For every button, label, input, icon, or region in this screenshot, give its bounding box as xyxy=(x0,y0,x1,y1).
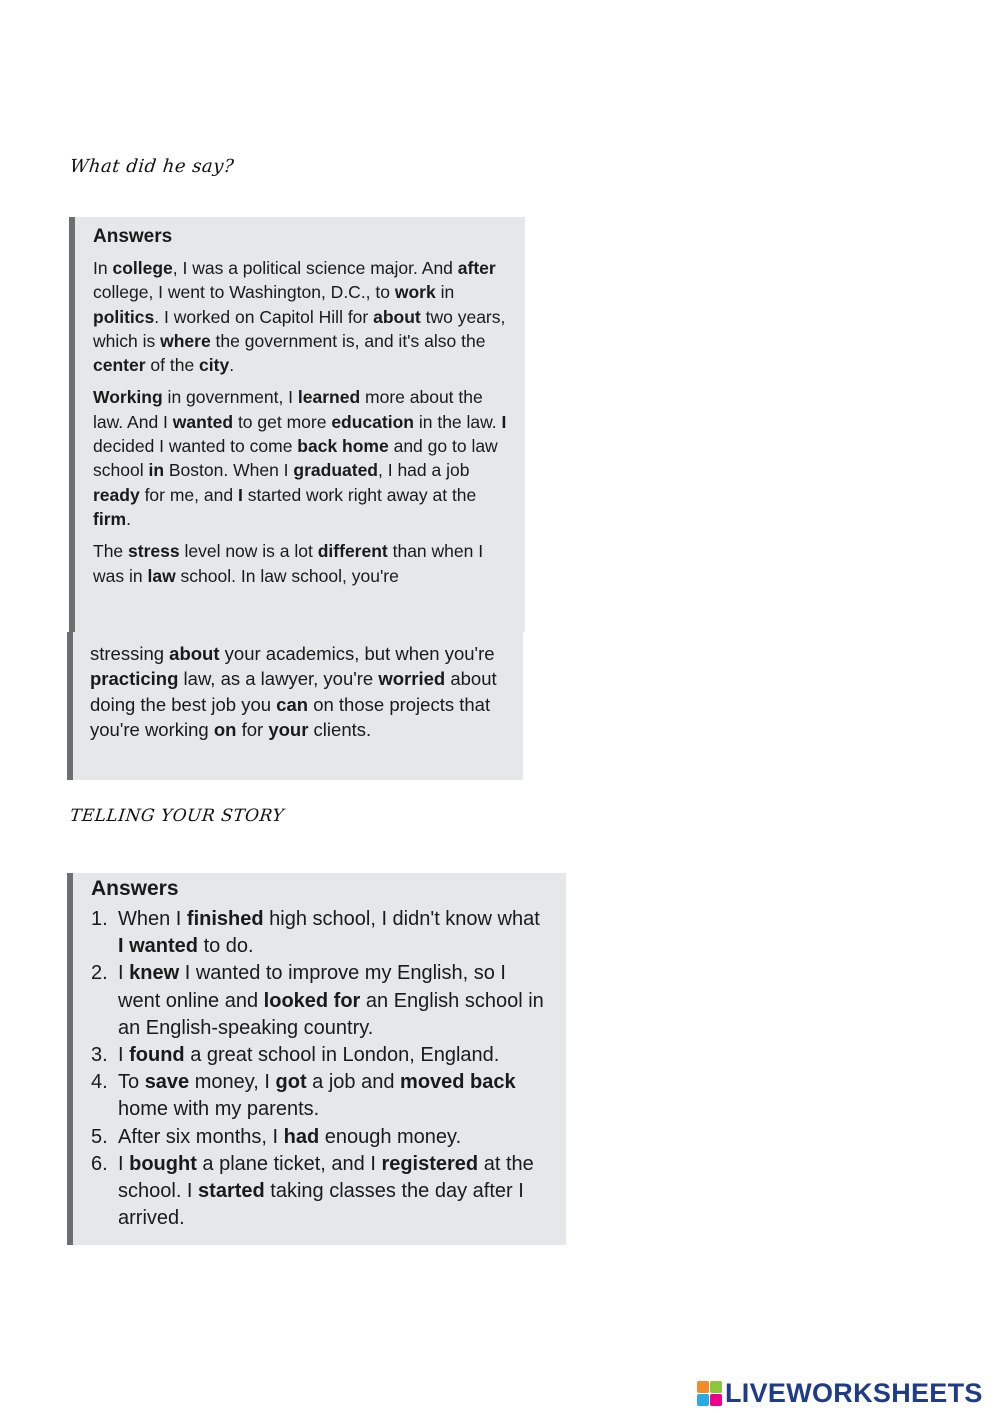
answer-text: than when I was in xyxy=(93,541,484,586)
answer-text: clients. xyxy=(308,719,372,741)
answer-word: ready xyxy=(93,484,140,505)
answer-text: decided I wanted to come xyxy=(93,436,298,457)
answer-word: finished xyxy=(186,908,264,930)
answer-text: on those projects that you're working xyxy=(90,693,491,741)
answer-number: 4. xyxy=(91,1071,108,1094)
answer-text: started work right away at the xyxy=(242,484,477,505)
answer-text: taking classes the day after I arrived. xyxy=(118,1180,524,1230)
answer-text: level now is a lot xyxy=(179,541,318,562)
answer-text: your academics, but when you're xyxy=(219,643,495,664)
answer-word: save xyxy=(144,1071,190,1094)
answer-text: enough money. xyxy=(319,1125,462,1148)
answer-text: . xyxy=(126,508,131,529)
answer-word: in xyxy=(148,460,165,481)
liveworksheets-logo xyxy=(697,1378,983,1408)
answer-text: in government, I xyxy=(162,387,298,408)
answers-box-1-continued xyxy=(67,632,523,780)
section-heading-telling-your-story: TELLING YOUR STORY xyxy=(68,806,286,826)
answer-number: 2. xyxy=(91,962,108,985)
answers-box-1 xyxy=(69,217,525,632)
answer-text: in the law. xyxy=(413,411,502,432)
answer-text: I xyxy=(118,1152,130,1175)
answer-text: more about the law. And I xyxy=(93,387,483,432)
answer-word: law xyxy=(147,565,176,586)
answer-text: stressing xyxy=(90,643,170,664)
answer-text: an English school in an English-speaking country. xyxy=(118,989,544,1039)
answer-text: . xyxy=(229,355,235,376)
liveworksheets-logo-icon xyxy=(697,1381,722,1406)
answer-text: After six months, I xyxy=(118,1125,284,1148)
section-heading-what-did-he-say: What did he say? xyxy=(68,156,236,177)
answer-text: and go to law school xyxy=(93,436,498,481)
answer-word: where xyxy=(160,330,211,351)
answer-word: worried xyxy=(378,668,446,690)
answer-paragraph xyxy=(93,256,509,377)
answer-text: of the xyxy=(145,355,200,376)
answer-word: work xyxy=(394,282,436,303)
answer-item xyxy=(91,906,548,960)
answer-text: a job and xyxy=(306,1071,401,1094)
answer-number: 6. xyxy=(91,1152,108,1175)
answer-word: back home xyxy=(297,436,389,457)
answer-text: in xyxy=(435,282,455,303)
answer-text: The xyxy=(93,541,129,562)
answer-text: home with my parents. xyxy=(118,1098,320,1121)
answer-word: practicing xyxy=(90,668,179,690)
answer-word: learned xyxy=(297,387,361,408)
answer-word: about xyxy=(373,306,421,327)
answer-text: a great school in London, England. xyxy=(184,1044,500,1067)
answer-word: stress xyxy=(128,541,180,562)
answer-text: Boston. When I xyxy=(164,460,294,481)
answer-word: Working xyxy=(93,387,163,408)
answer-text: , I had a job xyxy=(378,460,470,481)
answer-text: high school, I didn't know what xyxy=(263,908,540,930)
answer-text: the government is, and it's also the xyxy=(210,330,486,351)
answer-text: at the school. I xyxy=(118,1152,534,1203)
answer-item xyxy=(91,1069,548,1123)
answer-word: your xyxy=(268,719,309,741)
answer-word: I wanted xyxy=(118,935,199,958)
answers-title: Answers xyxy=(91,877,179,900)
answer-text: to do. xyxy=(198,935,254,958)
answer-word: after xyxy=(457,258,496,278)
answer-text: two years, which is xyxy=(93,306,506,351)
answer-item xyxy=(91,1124,548,1151)
liveworksheets-brand: LIVEWORKSHEETS xyxy=(725,1377,983,1408)
answer-word: politics xyxy=(93,306,155,327)
answer-text: college, I went to Washington, D.C., to xyxy=(93,282,395,303)
answer-text: To xyxy=(118,1071,145,1094)
answer-text: for xyxy=(236,719,269,741)
answer-word: found xyxy=(129,1044,185,1067)
answer-word: had xyxy=(283,1125,320,1148)
answer-word: registered xyxy=(381,1152,479,1175)
answer-text: for me, and xyxy=(139,484,238,505)
answer-text: When I xyxy=(118,908,187,930)
answer-text: about doing the best job you xyxy=(90,668,497,715)
answer-word: education xyxy=(331,411,414,432)
answer-paragraph xyxy=(93,385,509,531)
answer-paragraph xyxy=(90,641,507,743)
answer-word: wanted xyxy=(172,411,234,432)
answer-word: graduated xyxy=(293,460,378,481)
answer-text: a plane ticket, and I xyxy=(196,1152,382,1175)
answer-text: money, I xyxy=(189,1071,276,1094)
answer-word: can xyxy=(276,693,309,715)
answer-text: , I was a political science major. And xyxy=(172,258,458,278)
answer-text: I wanted to improve my English, so I went online and xyxy=(118,962,506,1012)
answers-title: Answers xyxy=(93,226,173,247)
answer-word: moved back xyxy=(400,1071,516,1094)
answer-text: . I worked on Capitol Hill for xyxy=(154,306,374,327)
answer-number: 3. xyxy=(91,1044,108,1067)
answer-text: school. In law school, you're xyxy=(175,565,399,586)
answer-word: bought xyxy=(129,1152,197,1175)
answer-item xyxy=(91,1151,548,1233)
answer-word: looked for xyxy=(263,989,361,1012)
answer-word: city xyxy=(199,355,230,376)
answer-text: I xyxy=(118,1044,130,1067)
answer-text: to get more xyxy=(233,411,332,432)
answer-word: got xyxy=(275,1071,307,1094)
answer-word: about xyxy=(169,643,220,664)
answer-word: different xyxy=(317,541,388,562)
answer-word: firm xyxy=(93,508,127,529)
answers-list xyxy=(91,906,548,1232)
answer-text: In xyxy=(93,258,113,278)
answer-text: law, as a lawyer, you're xyxy=(178,668,379,690)
answer-word: college xyxy=(112,258,173,278)
answer-item xyxy=(91,960,548,1042)
answer-word: I xyxy=(501,411,507,432)
answers-box-2 xyxy=(67,873,566,1245)
answer-text: I xyxy=(118,962,130,985)
answer-word: center xyxy=(93,355,146,376)
answer-word: on xyxy=(213,719,237,741)
answer-word: started xyxy=(198,1180,265,1203)
answer-number: 1. xyxy=(91,908,108,930)
answer-word: I xyxy=(237,484,243,505)
answer-number: 5. xyxy=(91,1125,108,1148)
answer-item xyxy=(91,1042,548,1069)
answer-paragraph xyxy=(93,539,509,588)
answer-word: knew xyxy=(129,962,180,985)
